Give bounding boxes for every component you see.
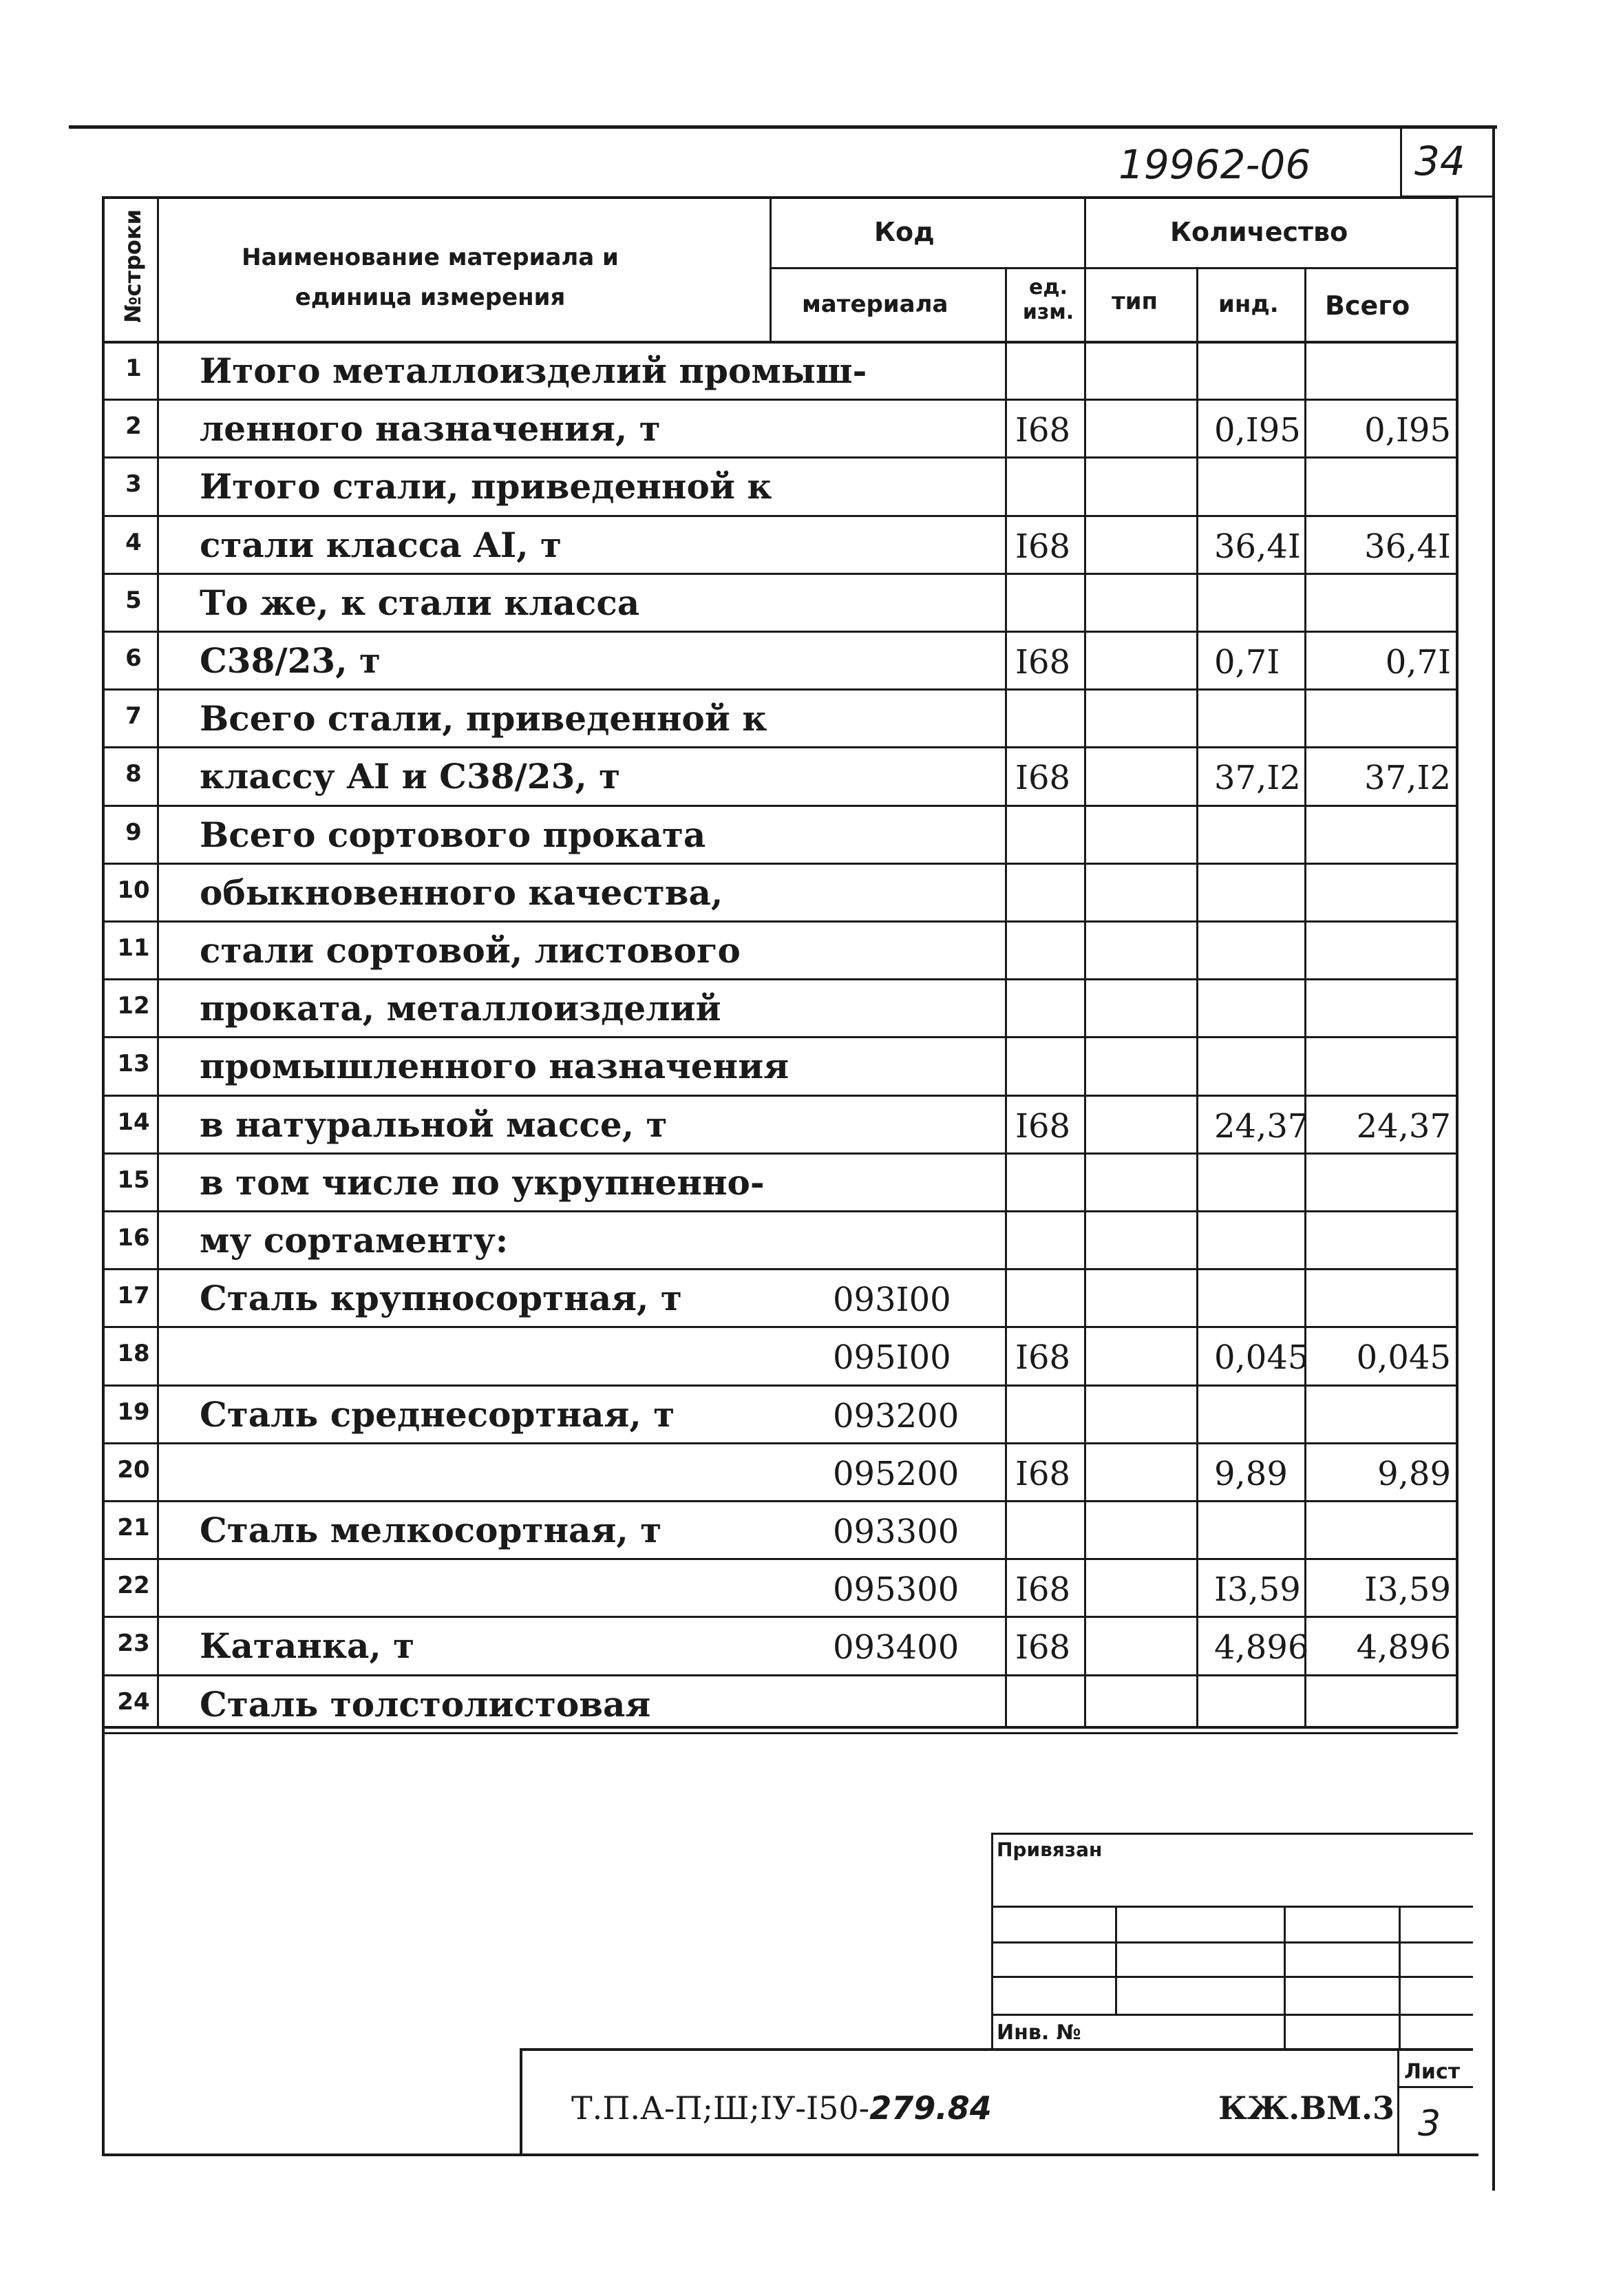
row-number: 7 (125, 702, 142, 730)
row-divider (102, 978, 1458, 980)
quantity-header: Количество (1170, 217, 1348, 247)
ind-quantity: 36,4I (1214, 527, 1301, 566)
total-quantity: 36,4I (1364, 527, 1451, 566)
ind-quantity: 24,37 (1214, 1106, 1309, 1146)
material-name: обыкновенного качества, (200, 872, 723, 913)
row-number-header: №строки (120, 209, 146, 323)
unit-header: ед. изм. (1022, 275, 1074, 324)
row-number: 14 (117, 1108, 150, 1136)
sheet-box-left (1397, 2048, 1399, 2155)
stamp-grid-h4 (991, 2014, 1473, 2016)
material-code: 095I00 (833, 1338, 951, 1378)
row-number: 18 (117, 1340, 150, 1368)
material-name: классу AI и С38/23, т (200, 756, 621, 797)
ind-quantity: 0,7I (1214, 643, 1280, 682)
row-divider (102, 1442, 1458, 1444)
material-name: Сталь среднесортная, т (200, 1393, 675, 1435)
row-divider (102, 456, 1458, 459)
unit-code: I68 (1015, 1628, 1071, 1667)
project-code-printed: Т.П.А-П;Ш;IУ-I50- (571, 2089, 870, 2127)
doc-number: 19962-06 (1118, 141, 1311, 188)
unit-code: I68 (1015, 411, 1071, 450)
row-number: 15 (117, 1166, 150, 1194)
total-header: Всего (1325, 291, 1410, 321)
bottom-area-left-border (102, 1728, 105, 2155)
unit-code: I68 (1015, 759, 1071, 798)
row-number: 12 (117, 992, 150, 1020)
drawing-code: КЖ.ВМ.3 (1218, 2089, 1395, 2127)
row-divider (102, 1210, 1458, 1212)
row-divider (102, 1732, 1458, 1734)
body-bottom-border (102, 1726, 1458, 1729)
ind-quantity: 37,I2 (1214, 759, 1301, 798)
header-bottom-border (102, 341, 1458, 344)
ind-quantity: 4,896 (1214, 1628, 1309, 1667)
ind-header: инд. (1218, 291, 1279, 318)
material-code: 095200 (833, 1454, 959, 1493)
col-line-name (770, 196, 772, 341)
material-name: ленного назначения, т (200, 408, 661, 450)
attached-label: Привязан (997, 1838, 1103, 1861)
row-divider (102, 1326, 1458, 1328)
col-line-num (157, 196, 159, 1728)
material-name: промышленного назначения (200, 1046, 789, 1087)
row-divider (102, 1616, 1458, 1618)
ind-quantity: 9,89 (1214, 1454, 1288, 1493)
stamp-grid-h1 (991, 1906, 1473, 1908)
row-divider (102, 688, 1458, 691)
top-frame-line (69, 125, 1497, 129)
row-divider (102, 1152, 1458, 1155)
material-name: Сталь крупносортная, т (200, 1278, 682, 1319)
inv-label: Инв. № (997, 2021, 1081, 2045)
row-number: 19 (117, 1398, 150, 1426)
row-number: 13 (117, 1050, 150, 1078)
row-divider (102, 1674, 1458, 1676)
stamp-main-left (520, 2048, 522, 2155)
material-code: 093200 (833, 1396, 959, 1435)
stamp-grid-h2 (991, 1941, 1473, 1944)
material-name: Итого стали, приведенной к (200, 466, 772, 507)
material-name: му сортаменту: (200, 1220, 509, 1261)
row-divider (102, 1500, 1458, 1502)
row-number: 5 (125, 586, 142, 614)
total-quantity: 37,I2 (1364, 759, 1451, 798)
row-divider (102, 1268, 1458, 1270)
row-number: 9 (125, 818, 142, 846)
code-header: Код (874, 217, 935, 247)
col-line-code (1005, 267, 1007, 1728)
unit-code: I68 (1015, 1338, 1071, 1378)
bottom-frame-line (102, 2153, 1478, 2156)
row-divider (102, 573, 1458, 575)
row-number: 20 (117, 1455, 150, 1484)
material-name: проката, металлоизделий (200, 988, 721, 1029)
stamp-grid-v1 (1115, 1906, 1117, 2016)
row-number: 11 (117, 934, 150, 962)
ind-quantity: 0,I95 (1214, 411, 1301, 450)
row-divider (102, 1558, 1458, 1560)
material-code: 093300 (833, 1513, 959, 1551)
material-code: 093400 (833, 1628, 959, 1667)
total-quantity: 0,I95 (1364, 411, 1451, 450)
total-quantity: 24,37 (1356, 1106, 1451, 1146)
ind-quantity: I3,59 (1214, 1570, 1301, 1610)
row-number: 23 (117, 1630, 150, 1658)
material-name: С38/23, т (200, 640, 381, 681)
row-number: 4 (125, 528, 142, 556)
material-name: стали сортовой, листового (200, 930, 741, 971)
material-name: стали класса AI, т (200, 524, 562, 565)
row-number: 1 (125, 355, 142, 382)
row-divider (102, 631, 1458, 633)
row-divider (102, 1095, 1458, 1097)
unit-code: I68 (1015, 1454, 1071, 1493)
unit-code: I68 (1015, 1106, 1071, 1146)
stamp-grid-v3 (1399, 1906, 1401, 2050)
row-divider (102, 515, 1458, 517)
row-number: 6 (125, 644, 142, 672)
row-divider (102, 1384, 1458, 1387)
col-line-type (1196, 267, 1198, 1728)
unit-code: I68 (1015, 527, 1071, 566)
material-code: 093I00 (833, 1281, 951, 1320)
row-number: 3 (125, 470, 142, 498)
sheet-label: Лист (1404, 2060, 1461, 2084)
total-quantity: 0,045 (1356, 1338, 1451, 1378)
stamp-grid-v2 (1284, 1906, 1286, 2050)
material-name: То же, к стали класса (200, 582, 640, 623)
material-header: материала (802, 291, 948, 318)
col-line-ind (1304, 267, 1306, 1728)
name-header: Наименование материала и единица измерения (242, 244, 619, 311)
unit-code: I68 (1015, 643, 1071, 682)
material-name: Катанка, т (200, 1625, 415, 1667)
material-name: Сталь мелкосортная, т (200, 1510, 662, 1550)
project-code-handwritten: 279.84 (869, 2089, 992, 2127)
stamp-main-top (520, 2048, 1473, 2051)
material-name: Всего сортового проката (200, 814, 706, 855)
material-name: в натуральной массе, т (200, 1104, 668, 1145)
table-right-border (1456, 196, 1459, 1728)
total-quantity: I3,59 (1364, 1570, 1451, 1610)
row-divider (102, 746, 1458, 748)
row-number: 24 (117, 1687, 150, 1716)
row-number: 17 (117, 1282, 150, 1310)
table-left-border (102, 196, 105, 1728)
row-divider (102, 863, 1458, 865)
total-quantity: 4,896 (1356, 1628, 1451, 1667)
unit-code: I68 (1015, 1570, 1071, 1610)
page-frame-right (1492, 125, 1495, 2191)
col-line-unit (1084, 196, 1086, 1728)
stamp-grid-h3 (991, 1976, 1473, 1978)
total-quantity: 9,89 (1377, 1454, 1451, 1493)
row-divider (102, 805, 1458, 807)
row-number: 2 (125, 412, 142, 441)
row-number: 16 (117, 1224, 150, 1252)
row-number: 8 (125, 760, 142, 788)
stamp-attached-top (991, 1833, 1473, 1835)
row-divider (102, 399, 1458, 401)
project-code (571, 2089, 992, 2127)
material-code: 095300 (833, 1570, 959, 1610)
sheet-box-mid (1397, 2086, 1473, 2088)
row-number: 22 (117, 1572, 150, 1600)
row-divider (102, 920, 1458, 923)
material-name: Итого металлоизделий промыш- (200, 350, 867, 391)
row-divider (102, 1036, 1458, 1038)
page-number: 34 (1414, 138, 1465, 185)
row-number: 21 (117, 1514, 150, 1541)
header-mid-border (771, 267, 1458, 269)
material-name: в том числе по укрупненно- (200, 1161, 765, 1203)
row-number: 10 (117, 876, 150, 904)
total-quantity: 0,7I (1385, 643, 1451, 682)
table-top-border (102, 196, 1458, 199)
doc-number-box-left (1400, 128, 1402, 197)
material-name: Сталь толстолистовая (200, 1683, 651, 1725)
material-name: Всего стали, приведенной к (200, 698, 767, 739)
type-header: тип (1112, 288, 1158, 315)
sheet-number: 3 (1418, 2103, 1441, 2145)
ind-quantity: 0,045 (1214, 1338, 1309, 1378)
